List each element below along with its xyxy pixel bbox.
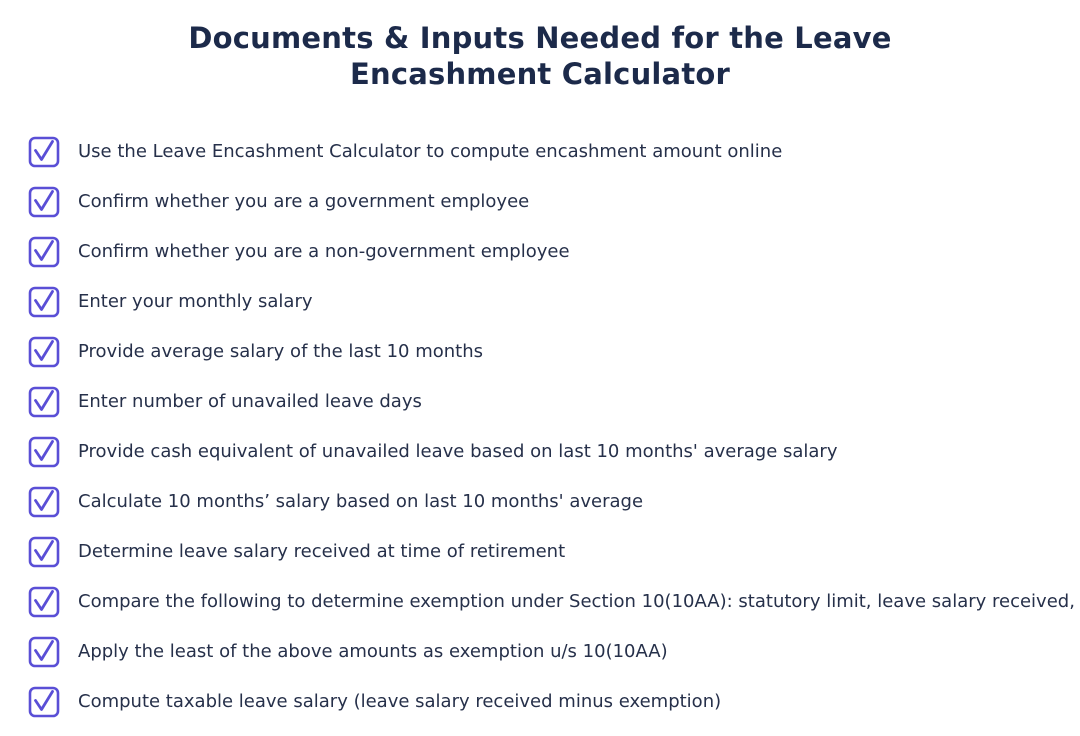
checklist-item-label: Compute taxable leave salary (leave salary received minus exemption) xyxy=(78,691,722,712)
checklist-item xyxy=(0,477,1080,527)
checklist-item xyxy=(0,377,1080,427)
checkbox-checked-icon[interactable] xyxy=(28,636,60,668)
checklist-item-label: Enter number of unavailed leave days xyxy=(78,391,422,412)
page-title xyxy=(0,20,1080,92)
checklist-item xyxy=(0,527,1080,577)
checklist-item xyxy=(0,177,1080,227)
checklist-item-label: Provide cash equivalent of unavailed leave based on last 10 months' average salary xyxy=(78,441,838,462)
checklist-item-label: Use the Leave Encashment Calculator to compute encashment amount online xyxy=(78,141,783,162)
checklist-item xyxy=(0,627,1080,677)
checkbox-checked-icon[interactable] xyxy=(28,236,60,268)
checklist-item xyxy=(0,327,1080,377)
checkbox-checked-icon[interactable] xyxy=(28,286,60,318)
checklist-item-label: Provide average salary of the last 10 months xyxy=(78,341,483,362)
checklist-item xyxy=(0,677,1080,727)
checklist-item xyxy=(0,227,1080,277)
checklist-item-label: Confirm whether you are a non-government employee xyxy=(78,241,570,262)
checkbox-checked-icon[interactable] xyxy=(28,336,60,368)
page-title-line-2: Encashment Calculator xyxy=(349,57,731,91)
checkbox-checked-icon[interactable] xyxy=(28,686,60,718)
checklist xyxy=(0,127,1080,727)
checklist-item-label: Compare the following to determine exemption under Section 10(10AA): statutory limit, leave salary received, xyxy=(78,591,1075,612)
checklist-item xyxy=(0,427,1080,477)
checklist-item-label: Confirm whether you are a government employee xyxy=(78,191,530,212)
checkbox-checked-icon[interactable] xyxy=(28,586,60,618)
checklist-item-label: Apply the least of the above amounts as exemption u/s 10(10AA) xyxy=(78,641,668,662)
checkbox-checked-icon[interactable] xyxy=(28,136,60,168)
checklist-item-label: Enter your monthly salary xyxy=(78,291,313,312)
checklist-item xyxy=(0,127,1080,177)
checklist-item xyxy=(0,277,1080,327)
checkbox-checked-icon[interactable] xyxy=(28,536,60,568)
checklist-item-label: Calculate 10 months’ salary based on last 10 months' average xyxy=(78,491,644,512)
checkbox-checked-icon[interactable] xyxy=(28,186,60,218)
checklist-item-label: Determine leave salary received at time of retirement xyxy=(78,541,566,562)
checkbox-checked-icon[interactable] xyxy=(28,386,60,418)
checklist-item xyxy=(0,577,1080,627)
page-title-line-1: Documents & Inputs Needed for the Leave xyxy=(188,21,892,55)
checkbox-checked-icon[interactable] xyxy=(28,436,60,468)
checkbox-checked-icon[interactable] xyxy=(28,486,60,518)
